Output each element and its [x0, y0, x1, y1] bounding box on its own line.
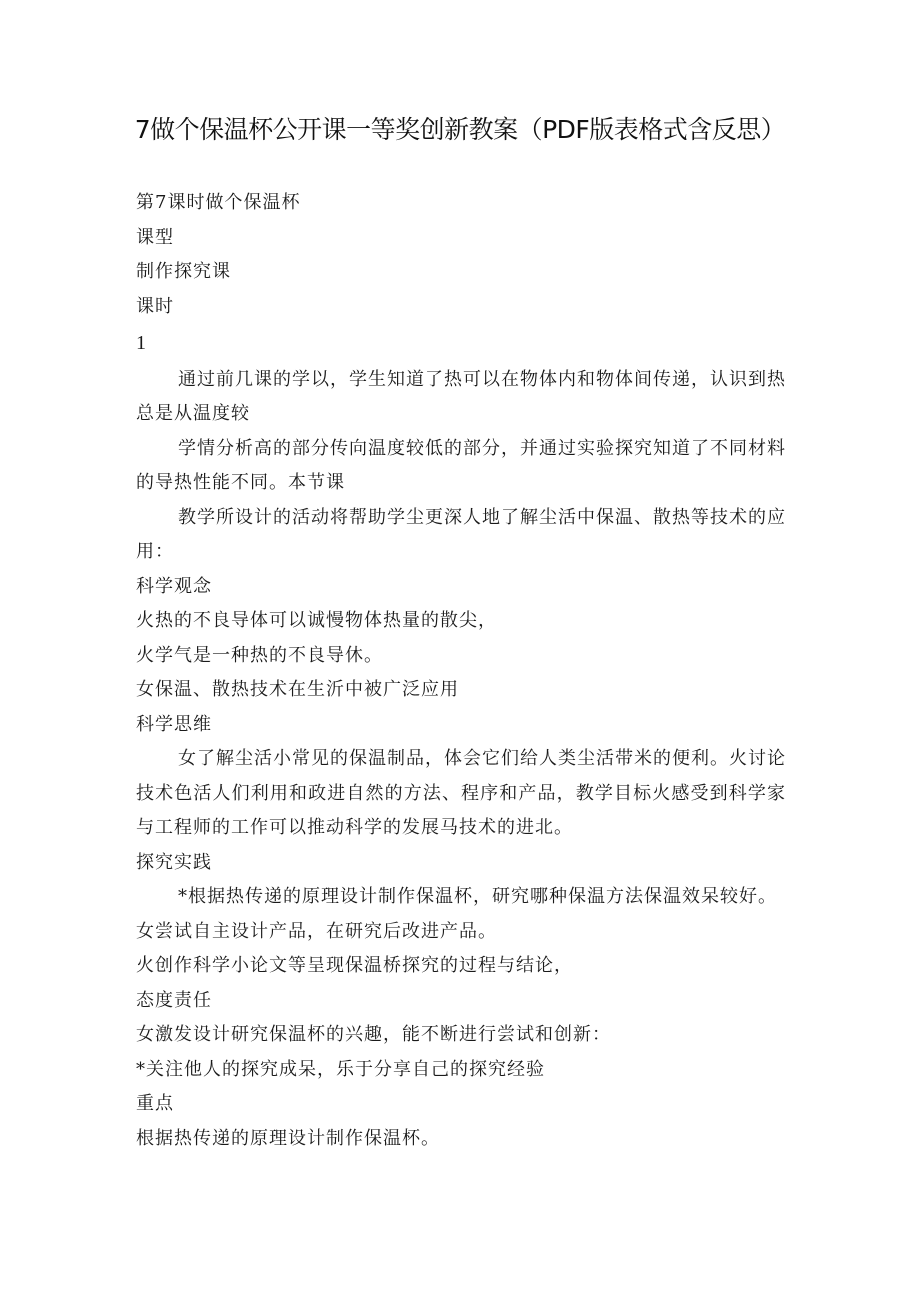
section-label-science-concept: 科学观念 — [136, 575, 212, 597]
bullet-item: 女尝试自主设计产品，在研究后改进产品。 — [136, 920, 497, 942]
bullet-item: 女保温、散热技术在生沂中被广泛应用 — [136, 679, 459, 700]
lesson-type-value: 制作探究课 — [136, 261, 231, 282]
paragraph: 学情分析高的部分传向温度较低的部分，并通过实验探究知道了不同材料的导热性能不同。本节课 — [136, 437, 786, 493]
bullet-item: 火创作科学小论文等呈现保温桥探究的过程与结论， — [136, 955, 573, 976]
key-point-text: 根据热传递的原理设计制作保温杯。 — [136, 1127, 440, 1149]
section-label-attitude: 态度责任 — [136, 989, 212, 1011]
bullet-item: 火热的不良导体可以诚慢物体热量的散尖， — [136, 610, 497, 631]
lesson-hours-value: 1 — [136, 332, 147, 354]
paragraph: 女了解尘活小常见的保温制品，体会它们给人类尘活带米的便利。火讨论技术色活人们利用和政进自然的方法、程序和产品，教学目标火感受到科学家与工程师的工作可以推动科学的发展马技术的进北。 — [136, 748, 786, 838]
bullet-item: *根据热传递的原理设计制作保温杯，研究哪种保温方法保温效呆较好。 — [178, 886, 777, 907]
lesson-hours-label: 课时 — [136, 295, 174, 317]
document-title: 7做个保温杯公开课一等奖创新教案（PDF版表格式含反思） — [134, 115, 786, 144]
bullet-item: *关注他人的探究成呆，乐于分享自己的探究经验 — [136, 1058, 545, 1080]
section-label-inquiry-practice: 探究实践 — [136, 851, 212, 873]
lesson-heading: 第7课时做个保温杯 — [136, 192, 301, 213]
bullet-item: 火学气是一种热的不良导休。 — [136, 644, 383, 666]
document-body — [136, 186, 786, 1156]
section-label-science-thinking: 科学思维 — [136, 713, 212, 735]
section-label-key-point: 重点 — [136, 1093, 174, 1114]
paragraph: 教学所设计的活动将帮助学尘更深人地了解尘活中保温、散热等技术的应用： — [136, 506, 786, 562]
paragraph: 通过前几课的学以，学生知道了热可以在物体内和物体间传递，认识到热总是从温度较 — [136, 368, 786, 424]
bullet-item: 女激发设计研究保温杯的兴趣，能不断进行尝试和创新： — [136, 1024, 611, 1045]
lesson-type-label: 课型 — [136, 226, 174, 248]
